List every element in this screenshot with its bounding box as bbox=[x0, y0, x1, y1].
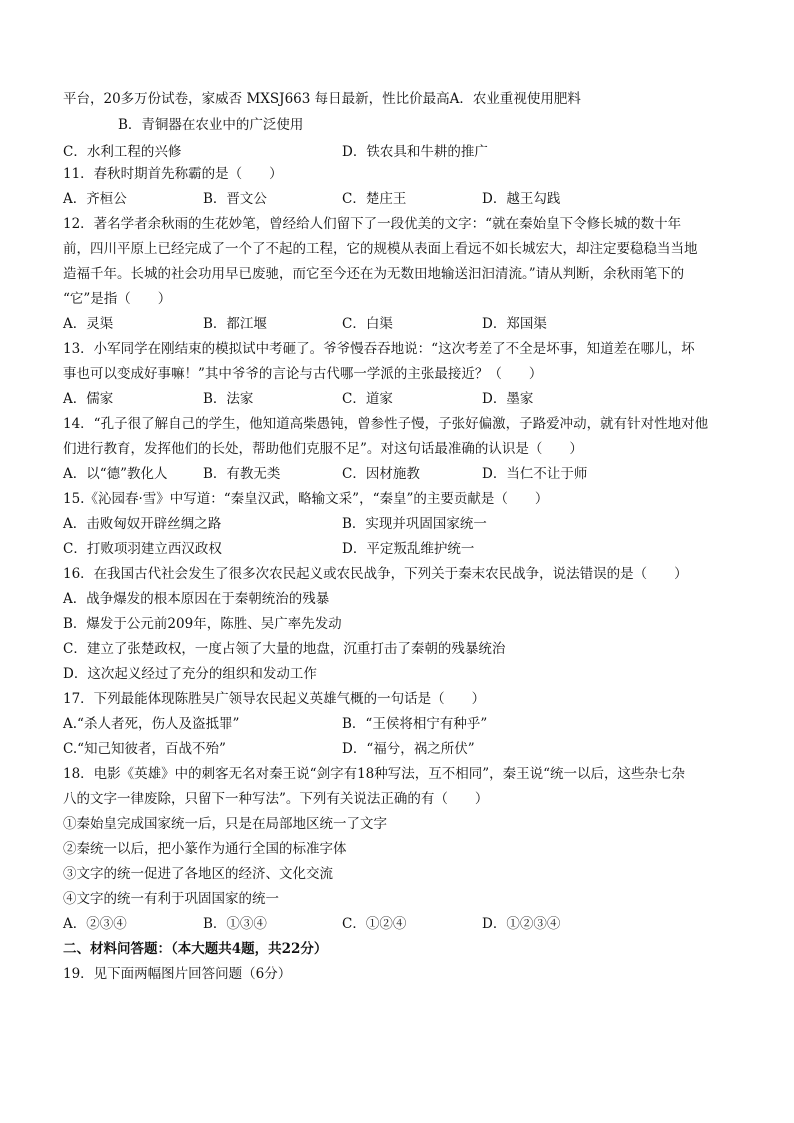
q11-option-b: B．晋文公 bbox=[203, 191, 267, 207]
q15-option-c: C．打败项羽建立西汉政权 bbox=[63, 541, 222, 557]
q13-option-c: C．道家 bbox=[342, 391, 393, 407]
q12-line-1: 12．著名学者余秋雨的生花妙笔，曾经给人们留下了一段优美的文字：“就在秦始皇下令修长城的数十年 bbox=[63, 216, 682, 232]
q16-stem: 16．在我国古代社会发生了很多次农民起义或农民战争，下列关于秦末农民战争，说法错误的是（ ） bbox=[63, 566, 688, 582]
q12-line-3: 造福千年。长城的社会功用早已废驰，而它至今还在为无数田地输送汩汩清流。”请从判断，余秋雨笔下的 bbox=[63, 266, 685, 282]
q17-option-d: D．“福兮，祸之所伏” bbox=[342, 741, 475, 757]
q14-option-c: C．因材施教 bbox=[342, 466, 420, 482]
q13-line-1: 13．小军同学在刚结束的模拟试中考砸了。爷爷慢吞吞地说：“这次考差了不全是坏事，知道差在哪儿，坏 bbox=[63, 341, 695, 357]
q11-option-d: D．越王勾践 bbox=[482, 191, 561, 207]
q14-line-2: 们进行教育，发挥他们的长处，帮助他们克服不足”。对这句话最准确的认识是（ ） bbox=[63, 441, 583, 457]
q16-option-d: D．这次起义经过了充分的组织和发动工作 bbox=[63, 666, 317, 682]
q10-option-d: D．铁农具和牛耕的推广 bbox=[342, 144, 488, 160]
q10-option-b: B．青铜器在农业中的广泛使用 bbox=[118, 117, 304, 133]
q16-option-c: C．建立了张楚政权，一度占领了大量的地盘，沉重打击了秦朝的残暴统治 bbox=[63, 641, 506, 657]
q12-option-a: A．灵渠 bbox=[63, 316, 114, 332]
q13-line-2: 事也可以变成好事嘛！”其中爷爷的言论与古代哪一学派的主张最接近？（ ） bbox=[63, 366, 543, 382]
section-2-heading: 二、材料问答题：（本大题共4题，共22分） bbox=[63, 941, 328, 957]
q11-stem: 11．春秋时期首先称霸的是（ ） bbox=[63, 166, 283, 182]
q15-option-d: D．平定叛乱维护统一 bbox=[342, 541, 475, 557]
q18-statement-2: ②秦统一以后，把小篆作为通行全国的标准字体 bbox=[63, 841, 347, 857]
q10-option-c: C．水利工程的兴修 bbox=[63, 144, 182, 160]
q18-statement-1: ①秦始皇完成国家统一后，只是在局部地区统一了文字 bbox=[63, 816, 387, 832]
q12-option-b: B．都江堰 bbox=[203, 316, 267, 332]
q14-option-d: D．当仁不让于师 bbox=[482, 466, 588, 482]
q14-option-b: B．有教无类 bbox=[203, 466, 281, 482]
q15-stem: 15.《沁园春·雪》中写道：“秦皇汉武，略输文采”，“秦皇”的主要贡献是（ ） bbox=[63, 491, 549, 507]
q15-option-a: A．击败匈奴开辟丝绸之路 bbox=[63, 516, 222, 532]
q13-option-a: A．儒家 bbox=[63, 391, 114, 407]
q17-option-c: C.“知己知彼者，百战不殆” bbox=[63, 741, 226, 757]
q17-stem: 17．下列最能体现陈胜吴广领导农民起义英雄气概的一句话是（ ） bbox=[63, 691, 486, 707]
q18-option-d: D．①②③④ bbox=[482, 916, 561, 932]
q14-option-a: A．以“德”教化人 bbox=[63, 466, 168, 482]
q17-option-b: B．“王侯将相宁有种乎” bbox=[342, 716, 488, 732]
q11-option-a: A．齐桓公 bbox=[63, 191, 127, 207]
q12-option-c: C．白渠 bbox=[342, 316, 393, 332]
q12-option-d: D．郑国渠 bbox=[482, 316, 547, 332]
q13-option-d: D．墨家 bbox=[482, 391, 534, 407]
q18-line-1: 18．电影《英雄》中的刺客无名对秦王说“剑字有18种写法，互不相同”，秦王说“统一以后，这些杂七杂 bbox=[63, 766, 686, 782]
q18-statement-4: ④文字的统一有利于巩固国家的统一 bbox=[63, 891, 279, 907]
q18-option-a: A．②③④ bbox=[63, 916, 127, 932]
q18-option-c: C．①②④ bbox=[342, 916, 407, 932]
header-line: 平台，20多万份试卷，家威否 MXSJ663 每日最新，性比价最高A．农业重视使用肥料 bbox=[63, 91, 581, 107]
q16-option-a: A．战争爆发的根本原因在于秦朝统治的残暴 bbox=[63, 591, 330, 607]
q12-line-2: 前，四川平原上已经完成了一个了不起的工程，它的规模从表面上看远不如长城宏大，却注定要稳稳当当地 bbox=[63, 241, 698, 257]
q13-option-b: B．法家 bbox=[203, 391, 254, 407]
q15-option-b: B．实现并巩固国家统一 bbox=[342, 516, 487, 532]
q16-option-b: B．爆发于公元前209年，陈胜、吴广率先发动 bbox=[63, 616, 342, 632]
q18-statement-3: ③文字的统一促进了各地区的经济、文化交流 bbox=[63, 866, 333, 882]
q14-line-1: 14．“孔子很了解自己的学生，他知道高柴愚钝，曾参性子慢，子张好偏激，子路爱冲动，就有针对性地对他 bbox=[63, 416, 709, 432]
q12-line-4: “它”是指（ ） bbox=[63, 291, 172, 307]
q17-option-a: A.“杀人者死，伤人及盗抵罪” bbox=[63, 716, 240, 732]
q18-option-b: B．①③④ bbox=[203, 916, 267, 932]
q11-option-c: C．楚庄王 bbox=[342, 191, 407, 207]
q19-stem: 19．见下面两幅图片回答问题（6分） bbox=[63, 966, 292, 982]
q18-line-2: 八的文字一律废除，只留下一种写法”。下列有关说法正确的有（ ） bbox=[63, 791, 489, 807]
